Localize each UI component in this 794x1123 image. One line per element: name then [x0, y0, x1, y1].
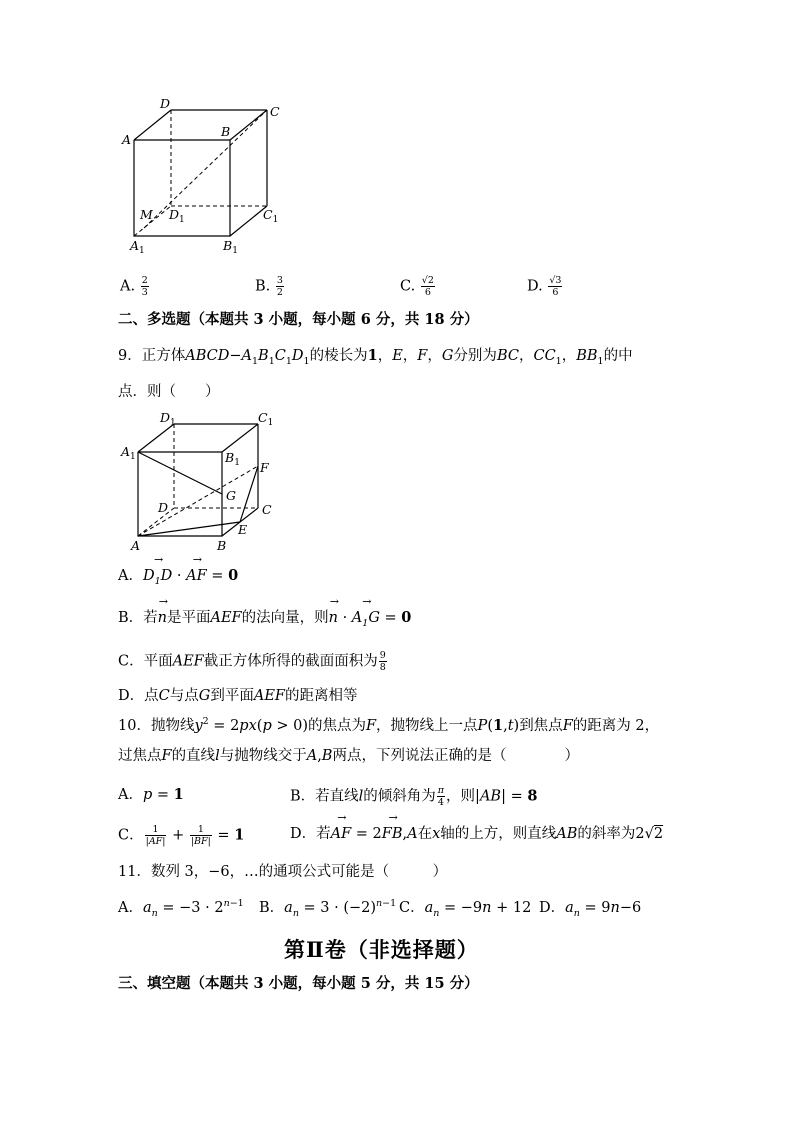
q10-option-b[interactable]: B．若直线l的倾斜角为 $\frac{\pi}{4}$ ，则|AB| = 8 — [290, 785, 538, 808]
frac-den: 3 — [141, 287, 148, 298]
option-letter: C． — [118, 827, 144, 844]
label-G: G — [226, 488, 236, 503]
q10-option-a[interactable]: A．p = 1 — [118, 786, 184, 803]
option-text: 的斜率为 — [577, 826, 636, 842]
label-B: B — [221, 124, 231, 139]
q11-option-d[interactable]: D．$a_n = 9n-6$ — [539, 900, 642, 919]
frac-den: 6 — [424, 287, 431, 298]
option-letter: B． — [259, 900, 285, 916]
q10-text: 的直线 — [171, 748, 216, 764]
label-F: F — [260, 460, 269, 475]
option-text: B．若直线 — [290, 788, 359, 805]
option-text: 到平面 — [210, 688, 254, 704]
option-text: 在 — [417, 826, 433, 842]
q10-option-d[interactable]: D．若→ AF = 2→ FB,A在x轴的上方，则直线AB的斜率为2√2 — [290, 824, 663, 844]
q9-text: ， — [377, 348, 393, 364]
label-E: E — [238, 522, 248, 537]
frac-num: √2 — [421, 275, 434, 286]
q11-text: 数列 3，−6，…的通项公式可能是（ ） — [150, 864, 448, 880]
question-number: 11． — [118, 864, 151, 880]
cube-figure-2 — [118, 408, 288, 556]
option-text: D．点 — [118, 688, 159, 704]
q10-text: 两点，下列说法正确的是（ ） — [332, 748, 579, 764]
q8-option-b[interactable] — [255, 275, 285, 298]
label-A: A — [122, 132, 132, 147]
q9-option-d[interactable]: D．点C与点G到平面AEF的距离相等 — [118, 688, 358, 704]
option-text: C．平面 — [118, 653, 173, 670]
option-text: ，则 — [446, 788, 476, 805]
q10-text: 到焦点 — [519, 718, 563, 734]
frac-num: 3 — [276, 275, 283, 286]
option-text: 的距离相等 — [284, 688, 358, 704]
q9-stem-line2: 点．则（ ） — [118, 384, 220, 400]
label-C: C — [262, 502, 272, 517]
label-A: A — [131, 538, 141, 553]
label-C1: $C_1$ — [263, 207, 279, 225]
q9-text: 的棱长为 — [309, 348, 368, 364]
option-letter: C． — [399, 900, 425, 916]
q11-option-c[interactable]: C．$a_n = -9n + 12$ — [399, 900, 532, 919]
q9-option-b[interactable]: B．若→ n是平面AEF的法向量，则→ n · → $A_1G = 0$ — [118, 608, 411, 628]
q10-stem-line2: 过焦点F的直线l与抛物线交于A,B两点，下列说法正确的是（ ） — [118, 748, 579, 764]
frac-num: 9 — [379, 650, 386, 661]
question-number: 9． — [118, 348, 142, 364]
q9-option-a[interactable]: A．→ $D_1D$ · → AF = 0 — [118, 566, 238, 586]
option-letter: A． — [118, 900, 143, 916]
label-A1: $A_1$ — [130, 238, 145, 256]
option-letter: A． — [118, 568, 143, 584]
option-letter: A． — [118, 787, 143, 803]
frac-den: 6 — [552, 287, 559, 298]
label-D1: $D_1$ — [160, 410, 176, 428]
q10-text: 的焦点为 — [307, 718, 366, 734]
q10-text: ，抛物线上一点 — [376, 718, 478, 734]
label-A1: $A_1$ — [121, 444, 136, 462]
option-text: 截正方体所得的截面面积为 — [203, 653, 378, 670]
frac-den: 8 — [379, 662, 386, 673]
cube-figure-1 — [120, 96, 290, 256]
label-D: D — [158, 500, 169, 515]
q10-text: 抛物线 — [150, 718, 195, 734]
option-text: 轴的上方，则直线 — [440, 826, 557, 842]
q10-stem-line1: 10．抛物线$y^2 = 2px(p > 0)$的焦点为F，抛物线上一点P(1,t)到焦点F的距离为 2， — [118, 716, 660, 734]
q10-text: 与抛物线交于 — [219, 748, 307, 764]
q8-option-d[interactable] — [527, 275, 563, 298]
q11-option-b[interactable]: B．$a_n = 3 \cdot (-2)^{n-1}$ — [259, 898, 397, 919]
label-B: B — [217, 538, 227, 553]
option-letter: C. — [400, 278, 416, 295]
part-two-heading: 第Ⅱ卷（非选择题） — [284, 937, 479, 962]
q9-option-c[interactable]: C．平面AEF截正方体所得的截面面积为 $\frac{9}{8}$ — [118, 650, 386, 673]
label-D: D — [160, 96, 171, 111]
q8-option-c[interactable] — [400, 275, 436, 298]
q11-stem — [118, 862, 447, 882]
section-title-multiple-choice: 二、多选题（本题共 3 小题，每小题 6 分，共 18 分） — [118, 311, 479, 328]
label-B1: $B_1$ — [225, 450, 240, 468]
option-text: 的法向量，则 — [241, 610, 329, 626]
option-text: 与点 — [169, 688, 199, 704]
label-B1: $B_1$ — [223, 238, 238, 256]
q11-option-a[interactable]: A．$a_n = -3 \cdot 2^{n-1}$ — [118, 898, 244, 919]
option-letter: D. — [527, 278, 543, 295]
q9-text: 分别为 — [453, 348, 497, 364]
option-letter: D． — [539, 900, 566, 916]
section-title-fill-blank: 三、填空题（本题共 3 小题，每小题 5 分，共 15 分） — [118, 975, 479, 992]
option-text: 是平面 — [167, 610, 211, 626]
q9-stem-line1: 9．正方体$ABCD-A_1B_1C_1D_1$的棱长为1，E，F，G分别为BC，$CC_1$，$BB_1$的中 — [118, 347, 633, 367]
option-text: B．若 — [118, 610, 158, 626]
q8-option-a[interactable] — [120, 275, 150, 298]
frac-den: 2 — [276, 287, 283, 298]
label-C: C — [270, 104, 280, 119]
frac-num: √3 — [549, 275, 562, 286]
q9-text: 的中 — [603, 348, 633, 364]
label-C1: $C_1$ — [258, 410, 274, 428]
option-text: 的倾斜角为 — [363, 788, 436, 805]
label-M: M — [140, 207, 153, 222]
frac-num: 2 — [141, 275, 148, 286]
q10-text: 的距离为 2， — [572, 718, 660, 734]
question-number: 10． — [118, 718, 151, 734]
option-text: D．若 — [290, 826, 331, 842]
q9-text: 正方体 — [141, 348, 186, 364]
q10-text: 过焦点 — [118, 748, 162, 764]
label-D1: $D_1$ — [169, 207, 185, 225]
option-letter: A. — [120, 278, 136, 295]
option-letter: B. — [255, 278, 271, 295]
q10-option-c[interactable]: C． $\frac{1}{|AF|}$ + $\frac{1}{|BF|}$ = 1 — [118, 824, 245, 847]
